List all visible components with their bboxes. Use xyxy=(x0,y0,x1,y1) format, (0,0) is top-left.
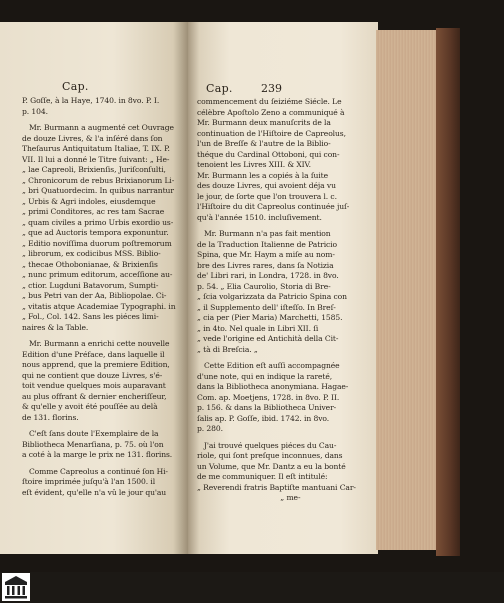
text-line: ſtoire imprimée juſqu'à l'an 1500. il xyxy=(22,477,156,486)
text-line: l'Hiſtoire du dit Capreolus continuée juſ- xyxy=(197,202,350,211)
text-line: célèbre Apoſtolo Zeno a communiqué à xyxy=(197,107,345,117)
text-line: „ il Supplemento dell' iſteſſo. In Breſ- xyxy=(197,302,336,312)
text-line: „ quam civiles a primo Urbis exordio us- xyxy=(22,217,174,227)
footer-bar xyxy=(0,572,504,603)
text-line: Mr. Burmann n'a pas fait mention xyxy=(197,229,331,238)
text-line: commencement du ſeiziéme Siécle. Le xyxy=(197,97,342,106)
text-line: théque du Cardinal Ottoboni, qui con- xyxy=(197,149,340,159)
left-page-header: Cap. xyxy=(62,80,89,93)
right-page-header: Cap. xyxy=(206,82,233,95)
text-line: „ vede l'origine ed Antichità della Cit- xyxy=(197,334,339,343)
text-line: le jour, de ſorte que l'on trouvera l. c. xyxy=(197,191,337,201)
text-line: „ nunc primum editorum, acceſſione au- xyxy=(22,270,173,279)
text-line: nous apprend, que la premiere Edition, xyxy=(22,360,170,369)
left-page-text xyxy=(22,96,182,498)
right-page-text xyxy=(197,97,373,504)
text-line: Mr. Burmann deux manuſcrits de la xyxy=(197,118,331,127)
library-logo-icon xyxy=(2,573,30,601)
text-line: Theſaurus Antiquitatum Italiae, T. IX. P. xyxy=(22,144,170,153)
text-line: „ primi Conditores, ac res tam Sacrae xyxy=(22,207,165,216)
text-line: un Volume, que Mr. Dantz a eu la bonté xyxy=(197,461,346,471)
book-cover xyxy=(436,28,460,556)
text-line: d'une note, qui en indique la rareté, xyxy=(197,371,333,381)
text-line: J'ai trouvé quelques piéces du Cau- xyxy=(197,440,337,450)
text-line: „ ſcia volgarizzata da Patricio Spina con xyxy=(197,292,347,301)
text-line: „ bri Quatuordecim. In quibus narrantur xyxy=(22,186,174,195)
page-edges xyxy=(376,30,438,550)
text-line: de douze Livres, & l'a inſéré dans ſon xyxy=(22,133,163,143)
text-line: dans la Bibliotheca anonymiana. Hagae- xyxy=(197,382,349,391)
text-line: Spina, que Mr. Haym a miſe au nom- xyxy=(197,250,335,259)
text-line: naires & la Table. xyxy=(22,322,89,332)
text-line: qu'à l'année 1510. incluſivement. xyxy=(197,212,322,222)
text-line: „ Urbis & Agri indoles, eiusdemque xyxy=(22,196,156,206)
text-line: „ lae Capreoli, Brixienſis, Juriſconſulti, xyxy=(22,165,166,174)
page-number: 239 xyxy=(261,82,282,95)
text-line: „ thecae Othobonianae, & Brixienſis xyxy=(22,259,158,269)
text-line: „ tà di Breſcia. „ xyxy=(197,344,258,354)
text-line: toit vendue quelques mois auparavant xyxy=(22,381,166,390)
text-line: p. 156. & dans la Bibliotheca Univer- xyxy=(197,403,337,412)
text-line: VII. Il lui a donné le Titre ſuivant: „ He- xyxy=(22,154,170,164)
text-line: „ vitatis atque Academiae Typographi. in xyxy=(22,301,176,311)
text-line: continuation de l'Hiſtoire de Capreolus, xyxy=(197,128,346,138)
text-line: „ cia per (Pier Maria) Marchetti, 1585. xyxy=(197,313,343,322)
text-line: l'un de Breſſe & l'autre de la Biblio- xyxy=(197,139,331,148)
text-line: Cette Edition eſt auſſi accompagnée xyxy=(197,361,340,370)
text-line: „ librorum, ex codicibus MSS. Biblio- xyxy=(22,249,161,258)
text-line: tenoient les Livres XIII. & XIV. xyxy=(197,160,311,169)
text-line: des douze Livres, qui avoient déja vu xyxy=(197,181,336,190)
text-line: „ Editio noviſſima duorum poſtremorum xyxy=(22,238,172,248)
text-line: „ ctior. Lugduni Batavorum, Sumpti- xyxy=(22,280,159,290)
text-line: de la Traduction Italienne de Patricio xyxy=(197,239,337,249)
text-line: Com. ap. Moetjens, 1728. in 8vo. P. II. xyxy=(197,392,340,402)
text-line: & qu'elle y avoit été pouſſée au delà xyxy=(22,402,158,411)
text-line: a coté à la marge le prix ne 131. florins. xyxy=(22,450,173,459)
text-line: ſalis ap. P. Goſſe, ibid. 1742. in 8vo. xyxy=(197,413,330,423)
text-line: „ Fol., Col. 142. Sans les piéces limi- xyxy=(22,312,159,321)
text-line: „ bus Petri van der Aa, Bibliopolae. Ci- xyxy=(22,291,167,300)
text-line: riole, qui ſont preſque inconnues, dans xyxy=(197,451,343,460)
text-line: Edition d'une Préface, dans laquelle il xyxy=(22,349,165,359)
text-line: de 131. florins. xyxy=(22,412,79,422)
text-line: Mr. Burmann a augmenté cet Ouvrage xyxy=(22,123,174,132)
text-line: „ in 4to. Nel quale in Libri XII. ſi xyxy=(197,323,319,333)
text-line: C'eſt ſans doute l'Exemplaire de la xyxy=(22,429,159,438)
text-line: „ me- xyxy=(197,493,301,502)
text-line: p. 280. xyxy=(197,424,223,433)
text-line: p. 54. „ Elia Caurolio, Storia di Bre- xyxy=(197,281,331,291)
text-line: „ Reverendi fratris Baptiſte mantuani Car- xyxy=(197,482,356,492)
text-line: au plus offrant & dernier encheriſſeur, xyxy=(22,391,167,401)
text-line: Comme Capreolus a continué ſon Hi- xyxy=(22,466,168,476)
text-line: Mr. Burmann a enrichi cette nouvelle xyxy=(22,339,170,348)
text-line: p. 104. xyxy=(22,106,48,116)
text-line: eſt évident, qu'elle n'a vû le jour qu'au xyxy=(22,487,167,497)
text-line: P. Goſſe, à la Haye, 1740. in 8vo. P. I. xyxy=(22,96,160,105)
text-line: „ Chronicorum de rebus Brixianorum Li- xyxy=(22,175,175,185)
text-line: qui ne contient que douze Livres, s'é- xyxy=(22,370,163,380)
text-line: „ que ad Auctoris tempora exponuntur. xyxy=(22,228,169,237)
text-line: Mr. Burmann les a copiés à la ſuite xyxy=(197,170,329,180)
text-line: de me communiquer. Il eſt intitulé: xyxy=(197,472,328,481)
text-line: bre des Livres rares, dans ſa Notizia xyxy=(197,260,334,270)
text-line: de' Libri rari, in Londra, 1728. in 8vo. xyxy=(197,271,339,280)
text-line: Bibliotheca Menarſiana, p. 75. où l'on xyxy=(22,439,164,449)
